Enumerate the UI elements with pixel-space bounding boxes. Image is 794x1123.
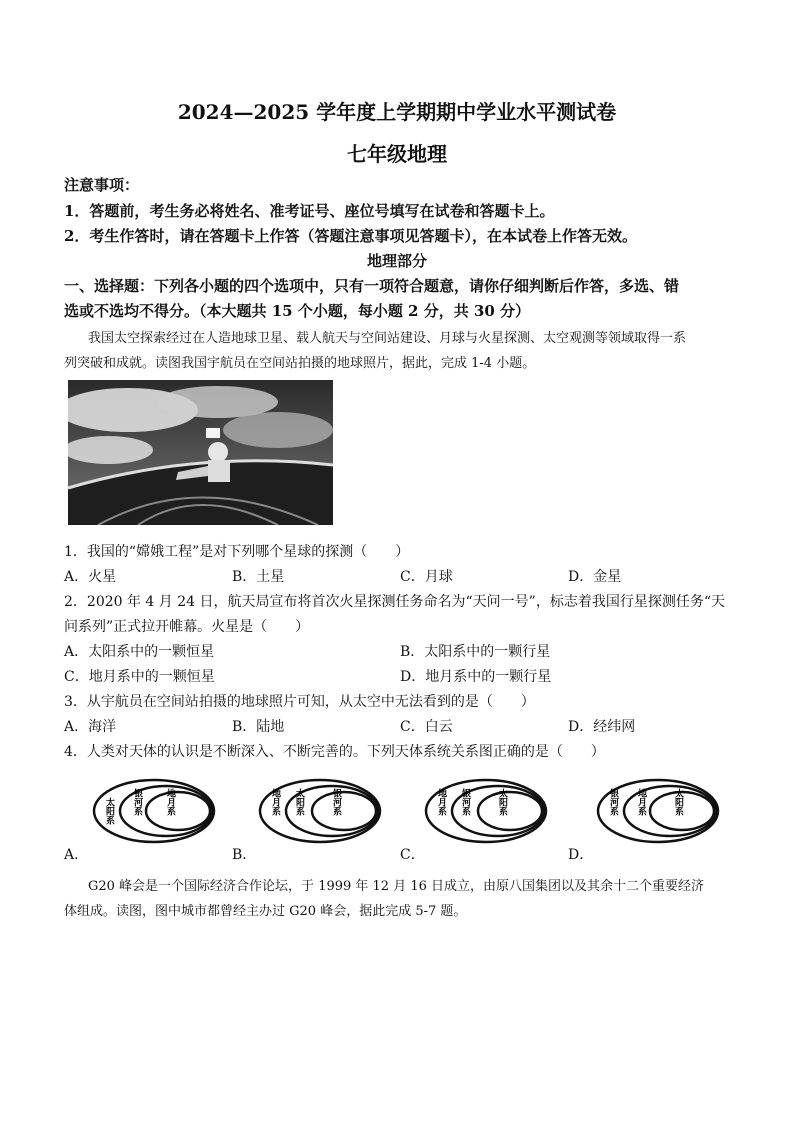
diagram-d-inner-label: 太阳系 <box>673 788 683 816</box>
question-4-option-b[interactable]: B． <box>232 847 257 863</box>
diagram-a-middle-label: 银河系 <box>132 788 142 816</box>
exam-subtitle: 七年级地理 <box>347 142 447 166</box>
question-1-option-b[interactable]: B．土星 <box>232 569 285 585</box>
question-3-option-c[interactable]: C．白云 <box>400 719 453 735</box>
question-2-option-c[interactable]: C．地月系中的一颗恒星 <box>64 669 215 685</box>
diagram-d <box>596 778 720 844</box>
section1-instructions-line1: 一、选择题：下列各小题的四个选项中，只有一项符合题意，请你仔细判断后作答，多选、错 <box>64 277 680 295</box>
intro1-line1: 我国太空探索经过在人造地球卫星、载人航天与空间站建设、月球与火星探测、太空观测等领域取得一系 <box>88 331 687 346</box>
diagram-b-inner-label: 银河系 <box>331 788 341 816</box>
diagram-c-inner-label: 太阳系 <box>497 788 507 816</box>
question-4-option-c[interactable]: C． <box>400 847 425 863</box>
diagram-a <box>92 778 216 844</box>
astronaut-earth-photo-graphic <box>68 380 333 525</box>
question-2-option-a[interactable]: A．太阳系中的一颗恒星 <box>64 644 215 660</box>
diagram-d-middle-label: 地月系 <box>636 788 646 816</box>
diagram-b <box>258 778 382 844</box>
diagram-a-outer-label: 太阳系 <box>104 797 114 825</box>
question-1-option-c[interactable]: C．月球 <box>400 569 453 585</box>
astronaut-earth-photo <box>68 380 333 525</box>
question-1-option-d[interactable]: D．金星 <box>568 569 622 585</box>
question-1-option-a[interactable]: A．火星 <box>64 569 117 585</box>
intro2-line1: G20 峰会是一个国际经济合作论坛，于 1999 年 12 月 16 日成立，由原八国集团以及其余十二个重要经济 <box>88 879 705 894</box>
notice-item-1: 1．答题前，考生务必将姓名、准考证号、座位号填写在试卷和答题卡上。 <box>64 202 555 220</box>
section-title: 地理部分 <box>366 252 427 270</box>
question-2-option-b[interactable]: B．太阳系中的一颗行星 <box>400 644 551 660</box>
section1-instructions-line2: 选或不选均不得分。（本大题共 15 个小题，每小题 2 分，共 30 分） <box>64 302 531 320</box>
question-2-stem-line2: 问系列”正式拉开帷幕。火星是（ ） <box>64 619 310 635</box>
diagram-c <box>424 778 548 844</box>
notice-item-2: 2．考生作答时，请在答题卡上作答（答题注意事项见答题卡），在本试卷上作答无效。 <box>64 227 637 245</box>
diagram-c-outer-label: 地月系 <box>436 788 446 816</box>
question-1-stem: 1．我国的“嫦娥工程”是对下列哪个星球的探测（ ） <box>64 544 410 560</box>
question-3-option-b[interactable]: B．陆地 <box>232 719 285 735</box>
diagram-d-outer-label: 银河系 <box>608 788 618 816</box>
intro2-line2: 体组成。读图，图中城市都曾经主办过 G20 峰会，据此完成 5-7 题。 <box>64 904 467 919</box>
question-3-option-a[interactable]: A．海洋 <box>64 719 117 735</box>
question-2-stem-line1: 2．2020 年 4 月 24 日，航天局宣布将首次火星探测任务命名为“天问一号”，标志着我国行星探测任务“天 <box>64 594 725 610</box>
notice-heading: 注意事项： <box>64 176 140 194</box>
question-3-option-d[interactable]: D．经纬网 <box>568 719 636 735</box>
question-4-option-d[interactable]: D． <box>568 847 594 863</box>
question-3-stem: 3．从宇航员在空间站拍摄的地球照片可知，从太空中无法看到的是（ ） <box>64 694 535 710</box>
question-4-stem: 4．人类对天体的认识是不断深入、不断完善的。下列天体系统关系图正确的是（ ） <box>64 744 605 760</box>
exam-title: 2024—2025 学年度上学期期中学业水平测试卷 <box>177 100 617 124</box>
diagram-a-inner-label: 地月系 <box>165 788 175 816</box>
diagram-b-middle-label: 太阳系 <box>294 788 304 816</box>
diagram-c-middle-label: 银河系 <box>460 788 470 816</box>
intro1-line2: 列突破和成就。读图我国宇航员在空间站拍摄的地球照片，据此，完成 1-4 小题。 <box>64 356 536 371</box>
diagram-b-outer-label: 地月系 <box>270 788 280 816</box>
question-2-option-d[interactable]: D．地月系中的一颗行星 <box>400 669 552 685</box>
question-4-option-a[interactable]: A． <box>64 847 89 863</box>
